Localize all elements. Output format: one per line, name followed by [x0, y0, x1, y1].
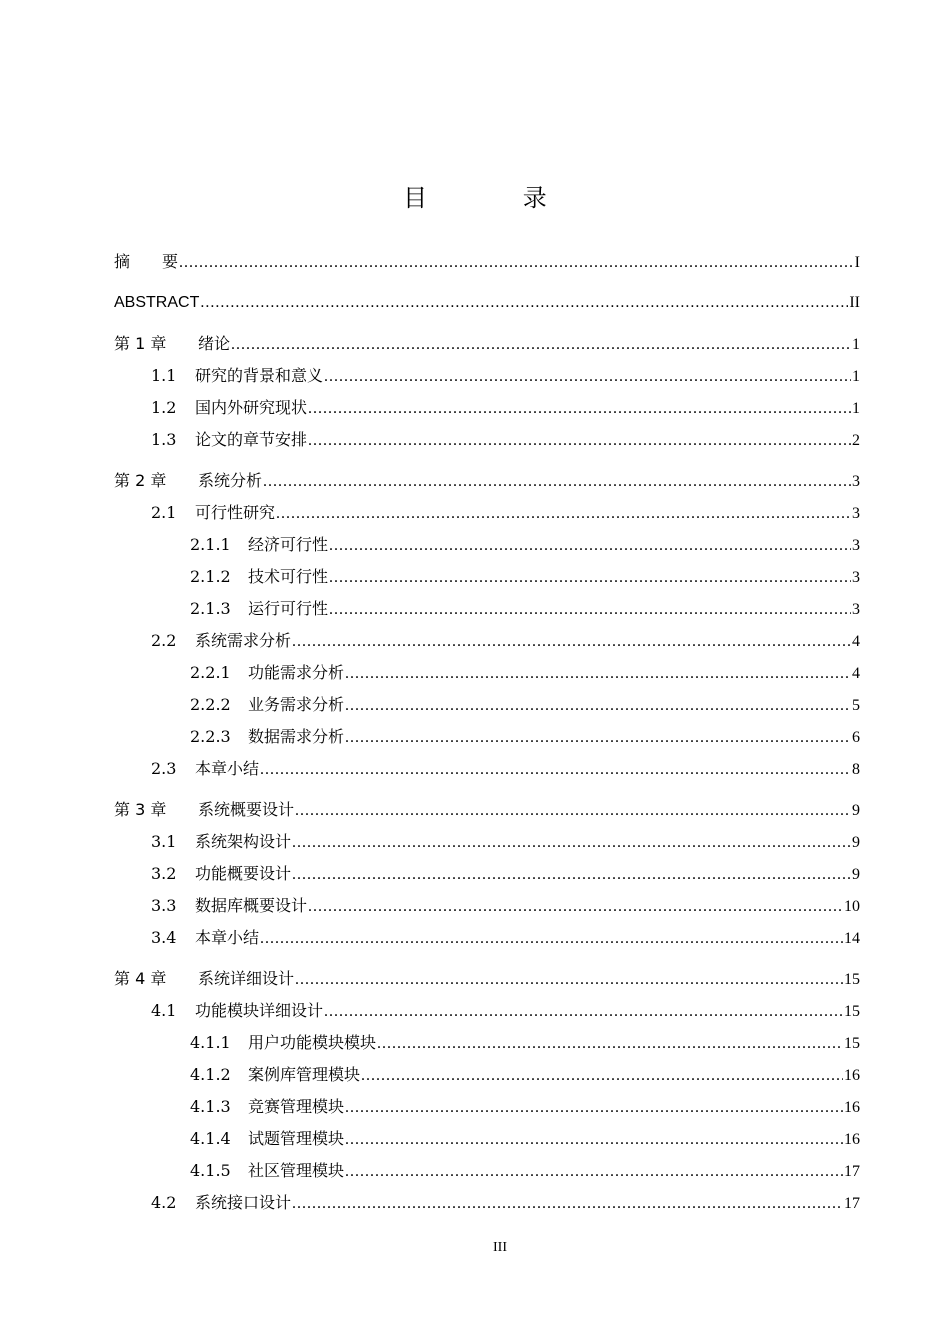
- dot-leader: [308, 425, 851, 457]
- toc-entry[interactable]: [114, 657, 860, 689]
- toc-entry[interactable]: [114, 392, 860, 424]
- toc-entry[interactable]: [114, 794, 860, 826]
- toc-entry-number: 3.3: [151, 896, 177, 915]
- toc-entry-page: 15: [844, 971, 860, 988]
- toc-entry-label: 技术可行性: [248, 567, 329, 586]
- toc-entry-number: 4.1.1: [190, 1033, 231, 1052]
- toc-entry[interactable]: [114, 1155, 860, 1187]
- toc-entry-label: 研究的背景和意义: [195, 366, 324, 385]
- dot-leader: [295, 964, 843, 996]
- toc-entry-number: 1.2: [151, 398, 177, 417]
- toc-entry-label: 功能需求分析: [248, 663, 345, 682]
- toc-entry-page: 14: [844, 930, 860, 947]
- dot-leader: [292, 626, 851, 658]
- toc-entry[interactable]: [114, 1091, 860, 1123]
- toc-entry-label: 系统需求分析: [195, 631, 292, 650]
- toc-entry[interactable]: [114, 1123, 860, 1155]
- toc-entry[interactable]: [114, 995, 860, 1027]
- toc-entry-page: 15: [844, 1003, 860, 1020]
- toc-entry-label: 国内外研究现状: [195, 398, 308, 417]
- toc-entry-page: 16: [844, 1131, 860, 1148]
- dot-leader: [292, 859, 851, 891]
- dot-leader: [292, 1188, 843, 1220]
- toc-entry-number: 4.1: [151, 1001, 177, 1020]
- toc-entry-page: 17: [844, 1163, 860, 1180]
- toc-entry-label: 系统接口设计: [195, 1193, 292, 1212]
- dot-leader: [361, 1060, 843, 1092]
- page-title: 目 录: [403, 184, 591, 212]
- toc-entry-number: 4.2: [151, 1193, 177, 1212]
- toc-entry-page: 16: [844, 1067, 860, 1084]
- toc-entry[interactable]: [114, 625, 860, 657]
- toc-entry-page: 5: [852, 697, 860, 714]
- toc-entry-number: 4.1.2: [190, 1065, 231, 1084]
- toc-entry[interactable]: [114, 465, 860, 497]
- dot-leader: [260, 754, 851, 786]
- dot-leader: [329, 594, 851, 626]
- toc-entry-label: 绪论: [198, 334, 231, 353]
- dot-leader: [324, 361, 851, 393]
- toc-entry-page: II: [849, 294, 860, 311]
- toc-entry-label: 系统分析: [198, 471, 263, 490]
- toc-entry[interactable]: [114, 753, 860, 785]
- dot-leader: [345, 1156, 843, 1188]
- toc-entry-number: 2.2: [151, 631, 177, 650]
- toc-entry-page: 6: [852, 729, 860, 746]
- dot-leader: [329, 562, 851, 594]
- toc-entry-page: 3: [852, 601, 860, 618]
- toc-entry-page: 1: [852, 336, 860, 353]
- toc-entry-page: 4: [852, 665, 860, 682]
- toc-entry-page: 17: [844, 1195, 860, 1212]
- toc-entry-page: 4: [852, 633, 860, 650]
- toc-entry-page: 1: [852, 400, 860, 417]
- toc-entry[interactable]: [114, 1059, 860, 1091]
- toc-entry[interactable]: [114, 826, 860, 858]
- toc-entry[interactable]: [114, 593, 860, 625]
- toc-entry-number: 第 1 章: [114, 334, 167, 353]
- toc-entry[interactable]: [114, 497, 860, 529]
- toc-entry-page: 8: [852, 761, 860, 778]
- toc-entry[interactable]: [114, 922, 860, 954]
- table-of-contents: [114, 246, 860, 1219]
- toc-entry-page: 3: [852, 473, 860, 490]
- toc-entry-page: 3: [852, 505, 860, 522]
- toc-entry[interactable]: [114, 1027, 860, 1059]
- toc-entry-label: 竞赛管理模块: [248, 1097, 345, 1116]
- dot-leader: [329, 530, 851, 562]
- dot-leader: [263, 466, 851, 498]
- dot-leader: [231, 329, 851, 361]
- toc-entry-label: 用户功能模块模块: [248, 1033, 377, 1052]
- toc-entry[interactable]: [114, 529, 860, 561]
- toc-entry[interactable]: [114, 246, 860, 278]
- toc-entry-number: 4.1.3: [190, 1097, 231, 1116]
- toc-entry-number: 2.1: [151, 503, 177, 522]
- toc-entry-number: 第 2 章: [114, 471, 167, 490]
- toc-entry-number: 2.1.2: [190, 567, 231, 586]
- toc-entry-page: I: [854, 254, 860, 271]
- dot-leader: [260, 923, 843, 955]
- toc-entry-label: 本章小结: [195, 759, 260, 778]
- toc-entry-number: 2.2.2: [190, 695, 231, 714]
- toc-entry-page: 15: [844, 1035, 860, 1052]
- dot-leader: [308, 891, 843, 923]
- toc-entry-page: 9: [852, 866, 860, 883]
- toc-entry[interactable]: [114, 858, 860, 890]
- toc-entry-number: 2.2.3: [190, 727, 231, 746]
- toc-entry-page: 3: [852, 569, 860, 586]
- toc-entry-page: 10: [844, 898, 860, 915]
- toc-entry-page: 16: [844, 1099, 860, 1116]
- toc-entry-label: ABSTRACT: [114, 294, 200, 311]
- toc-entry-number: 第 3 章: [114, 800, 167, 819]
- dot-leader: [292, 827, 851, 859]
- dot-leader: [200, 287, 848, 319]
- toc-entry-number: 2.2.1: [190, 663, 231, 682]
- toc-entry[interactable]: [114, 963, 860, 995]
- dot-leader: [345, 1124, 843, 1156]
- toc-entry-number: 3.2: [151, 864, 177, 883]
- dot-leader: [276, 498, 851, 530]
- toc-entry-number: 1.1: [151, 366, 177, 385]
- toc-entry[interactable]: [114, 424, 860, 456]
- toc-entry-number: 4.1.5: [190, 1161, 231, 1180]
- toc-entry-label: 摘 要: [114, 252, 179, 271]
- toc-entry-label: 功能模块详细设计: [195, 1001, 324, 1020]
- toc-entry-number: 1.3: [151, 430, 177, 449]
- toc-entry[interactable]: [114, 890, 860, 922]
- toc-entry-label: 社区管理模块: [248, 1161, 345, 1180]
- dot-leader: [308, 393, 851, 425]
- toc-entry[interactable]: [114, 328, 860, 360]
- toc-entry-page: 3: [852, 537, 860, 554]
- toc-entry-page: 1: [852, 368, 860, 385]
- dot-leader: [179, 247, 854, 279]
- page-footer-number: III: [493, 1240, 507, 1255]
- toc-entry-number: 4.1.4: [190, 1129, 231, 1148]
- toc-entry[interactable]: [114, 721, 860, 753]
- toc-entry-page: 9: [852, 834, 860, 851]
- toc-entry-label: 数据库概要设计: [195, 896, 308, 915]
- toc-entry-page: 9: [852, 802, 860, 819]
- toc-entry-label: 论文的章节安排: [195, 430, 308, 449]
- dot-leader: [295, 795, 851, 827]
- toc-entry[interactable]: [114, 689, 860, 721]
- dot-leader: [324, 996, 843, 1028]
- toc-entry-page: 2: [852, 432, 860, 449]
- dot-leader: [345, 690, 851, 722]
- toc-entry-label: 案例库管理模块: [248, 1065, 361, 1084]
- dot-leader: [345, 658, 851, 690]
- toc-entry-label: 经济可行性: [248, 535, 329, 554]
- toc-entry-number: 2.1.3: [190, 599, 231, 618]
- toc-entry-number: 2.1.1: [190, 535, 231, 554]
- toc-entry-number: 3.4: [151, 928, 177, 947]
- dot-leader: [377, 1028, 843, 1060]
- toc-entry-label: 本章小结: [195, 928, 260, 947]
- toc-entry[interactable]: [114, 561, 860, 593]
- toc-entry[interactable]: [114, 1187, 860, 1219]
- dot-leader: [345, 1092, 843, 1124]
- toc-entry-label: 系统概要设计: [198, 800, 295, 819]
- dot-leader: [345, 722, 851, 754]
- toc-entry-label: 系统架构设计: [195, 832, 292, 851]
- toc-entry-number: 2.3: [151, 759, 177, 778]
- toc-entry[interactable]: [114, 360, 860, 392]
- toc-entry-label: 功能概要设计: [195, 864, 292, 883]
- toc-entry-label: 业务需求分析: [248, 695, 345, 714]
- toc-entry-label: 系统详细设计: [198, 969, 295, 988]
- toc-entry-number: 第 4 章: [114, 969, 167, 988]
- toc-entry-label: 可行性研究: [195, 503, 276, 522]
- toc-entry-label: 试题管理模块: [248, 1129, 345, 1148]
- toc-entry[interactable]: [114, 287, 860, 319]
- toc-entry-label: 数据需求分析: [248, 727, 345, 746]
- toc-entry-label: 运行可行性: [248, 599, 329, 618]
- toc-entry-number: 3.1: [151, 832, 177, 851]
